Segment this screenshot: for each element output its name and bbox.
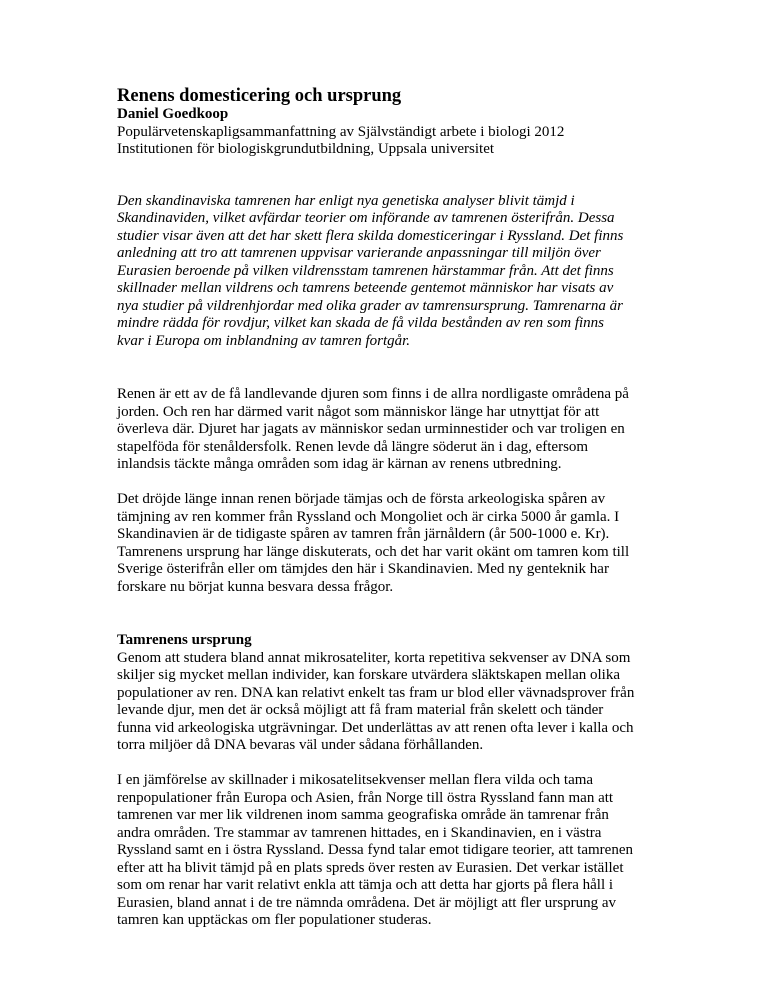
subtitle bbox=[117, 124, 657, 159]
paragraph-line: Renen är ett av de få landlevande djuren som finns i de allra nordligaste områdena på bbox=[117, 386, 629, 402]
paragraph-line: Eurasien, bland annat i de tre nämnda områdena. Det är möjligt att fler ursprung av bbox=[117, 894, 616, 911]
abstract-line: nya studier på vildrenhjordar med olika grader av tamrensursprung. Tamrenarna är bbox=[117, 297, 623, 314]
body-paragraph bbox=[117, 772, 657, 930]
body-paragraph bbox=[117, 386, 657, 474]
abstract-line: Skandinaviden, vilket avfärdar teorier om införande av tamrenen österifrån. Dessa bbox=[117, 210, 615, 226]
abstract-line: mindre rädda för rovdjur, vilket kan skada de få vilda bestånden av ren som finns bbox=[117, 315, 605, 331]
paragraph-line: skiljer sig mycket mellan individer, kan forskare utvärdera släktskapen mellan olika bbox=[117, 667, 620, 683]
paragraph-line: tamren kan upptäckas om fler populationer studeras. bbox=[117, 912, 432, 928]
paragraph-line: jorden. Och ren har därmed varit något som människor länge har utnyttjat för att bbox=[117, 403, 600, 420]
section-heading: Tamrenens ursprung bbox=[117, 632, 252, 648]
paragraph-line: efter att ha blivit tämjd på en plats spreds över resten av Eurasien. Det verkar istället bbox=[117, 859, 624, 876]
paragraph-line: levande djur, men det är också möjligt att få fram material från skelett och tänder bbox=[117, 702, 604, 718]
paragraph-line: torra miljöer då DNA bevaras väl under sådana förhållanden. bbox=[117, 737, 484, 753]
paragraph-line: renpopulationer från Europa och Asien, från Norge till östra Ryssland fann man att bbox=[117, 789, 614, 806]
paragraph-line: Genom att studera bland annat mikrosateliter, korta repetitiva sekvenser av DNA som bbox=[117, 649, 631, 666]
paragraph-line: inlandsis täckte många områden som idag är kärnan av renens utbredning. bbox=[117, 456, 562, 472]
document-page bbox=[117, 86, 657, 930]
paragraph-line: Ryssland samt en i östra Ryssland. Dessa fynd talar emot tidigare teorier, att tamrenen bbox=[117, 842, 633, 858]
abstract-line: anledning att tro att tamrenen uppvisar varierande anpassningar till miljön över bbox=[117, 245, 601, 261]
paragraph-line: överleva där. Djuret har jagats av människor sedan urminnestider och var troligen en bbox=[117, 421, 625, 437]
document-title: Renens domesticering och ursprung bbox=[117, 86, 402, 106]
paragraph-line: Sverige österifrån eller om tämjdes den här i Skandinavien. Med ny genteknik har bbox=[117, 561, 609, 577]
paragraph-line: Skandinavien är de tidigaste spåren av tamren från järnåldern (år 500-1000 e. Kr). bbox=[117, 526, 610, 542]
paragraph-line: forskare nu börjat kunna besvara dessa frågor. bbox=[117, 578, 394, 595]
paragraph-line: som om renar har varit relativt enkla att tämja och att detta har gjorts på flera håll i bbox=[117, 877, 614, 893]
paragraph-line: populationer av ren. DNA kan relativt enkelt tas fram ur blod eller vävnadsprover från bbox=[117, 684, 635, 701]
abstract-line: studier visar även att det har skett flera skilda domesticeringar i Ryssland. Det finns bbox=[117, 227, 624, 244]
paragraph-line: Det dröjde länge innan renen började tämjas och de första arkeologiska spåren av bbox=[117, 491, 606, 507]
body-paragraph bbox=[117, 491, 657, 596]
paragraph-line: andra områden. Tre stammar av tamrenen hittades, en i Skandinavien, en i västra bbox=[117, 824, 602, 841]
abstract-line: skillnader mellan vildrens och tamrens beteende gentemot människor har visats av bbox=[117, 280, 614, 296]
abstract-line: kvar i Europa om inblandning av tamren fortgår. bbox=[117, 332, 411, 349]
paragraph-line: funna vid arkeologiska utgrävningar. Det underlättas av att renen ofta lever i kalla och bbox=[117, 719, 634, 736]
paragraph-line: tämjning av ren kommer från Ryssland och Mongoliet och är cirka 5000 år gamla. I bbox=[117, 508, 620, 525]
paragraph-line: tamrenen var mer lik vildrenen inom samma geografiska område än tamrenar från bbox=[117, 807, 609, 823]
abstract bbox=[117, 193, 657, 351]
paragraph-line: I en jämförelse av skillnader i mikosatelitsekvenser mellan flera vilda och tama bbox=[117, 772, 594, 788]
subtitle-line: Institutionen för biologiskgrundutbildning, Uppsala universitet bbox=[117, 141, 495, 157]
abstract-line: Eurasien beroende på vilken vildrensstam tamrenen härstammar från. Att det finns bbox=[117, 262, 614, 279]
paragraph-line: Tamrenens ursprung har länge diskuterats, och det har varit okänt om tamren kom till bbox=[117, 543, 630, 560]
body-paragraph bbox=[117, 650, 657, 755]
abstract-line: Den skandinaviska tamrenen har enligt nya genetiska analyser blivit tämjd i bbox=[117, 192, 575, 209]
paragraph-line: stapelföda för stenåldersfolk. Renen levde då längre söderut än i dag, eftersom bbox=[117, 438, 589, 455]
author-name: Daniel Goedkoop bbox=[117, 106, 229, 122]
subtitle-line: Populärvetenskapligsammanfattning av Självständigt arbete i biologi 2012 bbox=[117, 123, 565, 140]
